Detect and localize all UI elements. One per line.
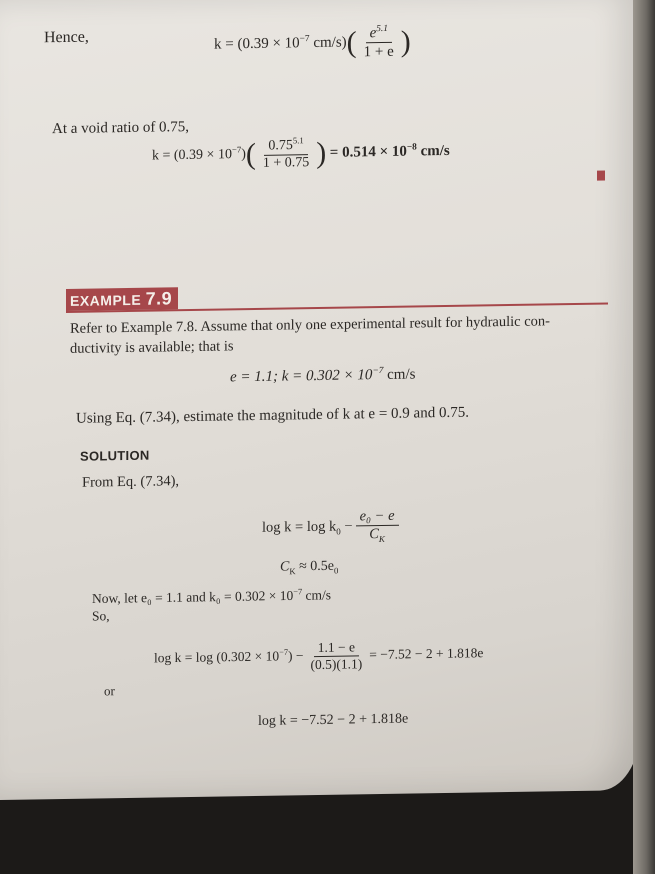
page-edge: [633, 0, 655, 874]
example-header: [66, 280, 608, 313]
void-ratio-text: At a void ratio of 0.75,: [52, 119, 190, 138]
eq1-num-exp: 5.1: [376, 23, 388, 35]
task-text: Using Eq. (7.34), estimate the magnitude of k at e = 0.9 and 0.75.: [76, 404, 469, 427]
eq3-close: ) −: [288, 648, 304, 664]
so-text: So,: [92, 608, 110, 624]
now-let-main: Now, let e₀ = 1.1 and k₀ = 0.302 × 10: [92, 587, 294, 607]
from-eq-text: From Eq. (7.34),: [82, 473, 180, 491]
log-lhs-sub: 0: [336, 526, 341, 537]
eq2-close: ): [241, 146, 246, 163]
eq1-exponent: −7: [299, 34, 310, 45]
given-unit: cm/s: [383, 366, 416, 383]
ck-lhs-sub: K: [289, 566, 296, 577]
eq3-rhs: = −7.52 − 2 + 1.818e: [369, 645, 484, 662]
log-k-final: log k = −7.52 − 2 + 1.818e: [258, 711, 409, 729]
eq2-lhs: k = (0.39 × 10: [152, 147, 232, 164]
log-den: C: [369, 526, 379, 543]
eq3-exponent: −7: [279, 647, 289, 657]
ck-rhs: ≈ 0.5e: [295, 558, 335, 575]
eq3-lhs: log k = log (0.302 × 10: [154, 648, 280, 666]
eq2-exponent: −7: [231, 144, 242, 155]
ck-equation: [280, 559, 338, 577]
eq2-result-unit: cm/s: [416, 142, 450, 160]
eq2-den: 1 + 0.75: [262, 155, 310, 172]
example-label-text: EXAMPLE: [70, 291, 142, 309]
or-text: or: [104, 683, 115, 699]
problem-line-2: ductivity is available; that is: [70, 338, 234, 357]
now-let-exponent: −7: [293, 587, 303, 597]
eq1-den: 1 + e: [363, 43, 394, 61]
eq2-num-base: 0.75: [268, 138, 293, 154]
eq3-num: 1.1 − e: [314, 639, 359, 657]
log-minus: −: [340, 518, 353, 535]
solution-heading: SOLUTION: [80, 447, 150, 464]
eq1-num-base: e: [369, 25, 377, 42]
hence-text: Hence,: [44, 28, 89, 47]
given-values: [230, 365, 415, 386]
ck-lhs: C: [280, 559, 290, 575]
example-number: 7.9: [145, 288, 173, 309]
log-k-substituted: [154, 637, 483, 676]
log-num: e₀ − e: [356, 508, 399, 527]
example-badge: [66, 287, 178, 311]
log-lhs: log k = log k: [262, 518, 337, 536]
given-text: e = 1.1; k = 0.302 × 10: [230, 367, 373, 386]
eq2-result-exp: −8: [406, 142, 417, 153]
margin-marker: [597, 170, 605, 180]
eq3-den: (0.5)(1.1): [310, 656, 363, 673]
now-let-text: [92, 587, 331, 607]
eq3-fraction: [307, 639, 367, 673]
eq1-fraction: [360, 24, 398, 62]
log-den-sub: K: [378, 534, 385, 545]
now-let-unit: cm/s: [302, 587, 332, 603]
eq1-lhs: k = (0.39 × 10: [214, 35, 300, 53]
equation-k-075: $k = (0.39 \times 10^{-7})$( $\frac{0.75^{5.1}}{1 + 0.75}$ ) = $0.514 \times 10^{-8}$ cm/s: [152, 135, 450, 172]
eq2-num-exp: 5.1: [292, 135, 304, 146]
log-fraction: [356, 508, 399, 546]
eq2-fraction: [259, 135, 313, 173]
eq1-unit: cm/s): [309, 34, 347, 52]
log-equation: [262, 508, 402, 547]
eq2-result: = 0.514 × 10: [329, 143, 407, 161]
given-exponent: −7: [372, 365, 384, 377]
problem-line-1: Refer to Example 7.8. Assume that only one experimental result for hydraulic con-: [70, 313, 550, 337]
equation-k-general: $k = (0.39 \times 10^{-7}$ cm/s)( $\frac{e^{5.1}}{1 + e}$ ): [214, 23, 411, 61]
ck-rhs-sub: 0: [334, 565, 339, 576]
